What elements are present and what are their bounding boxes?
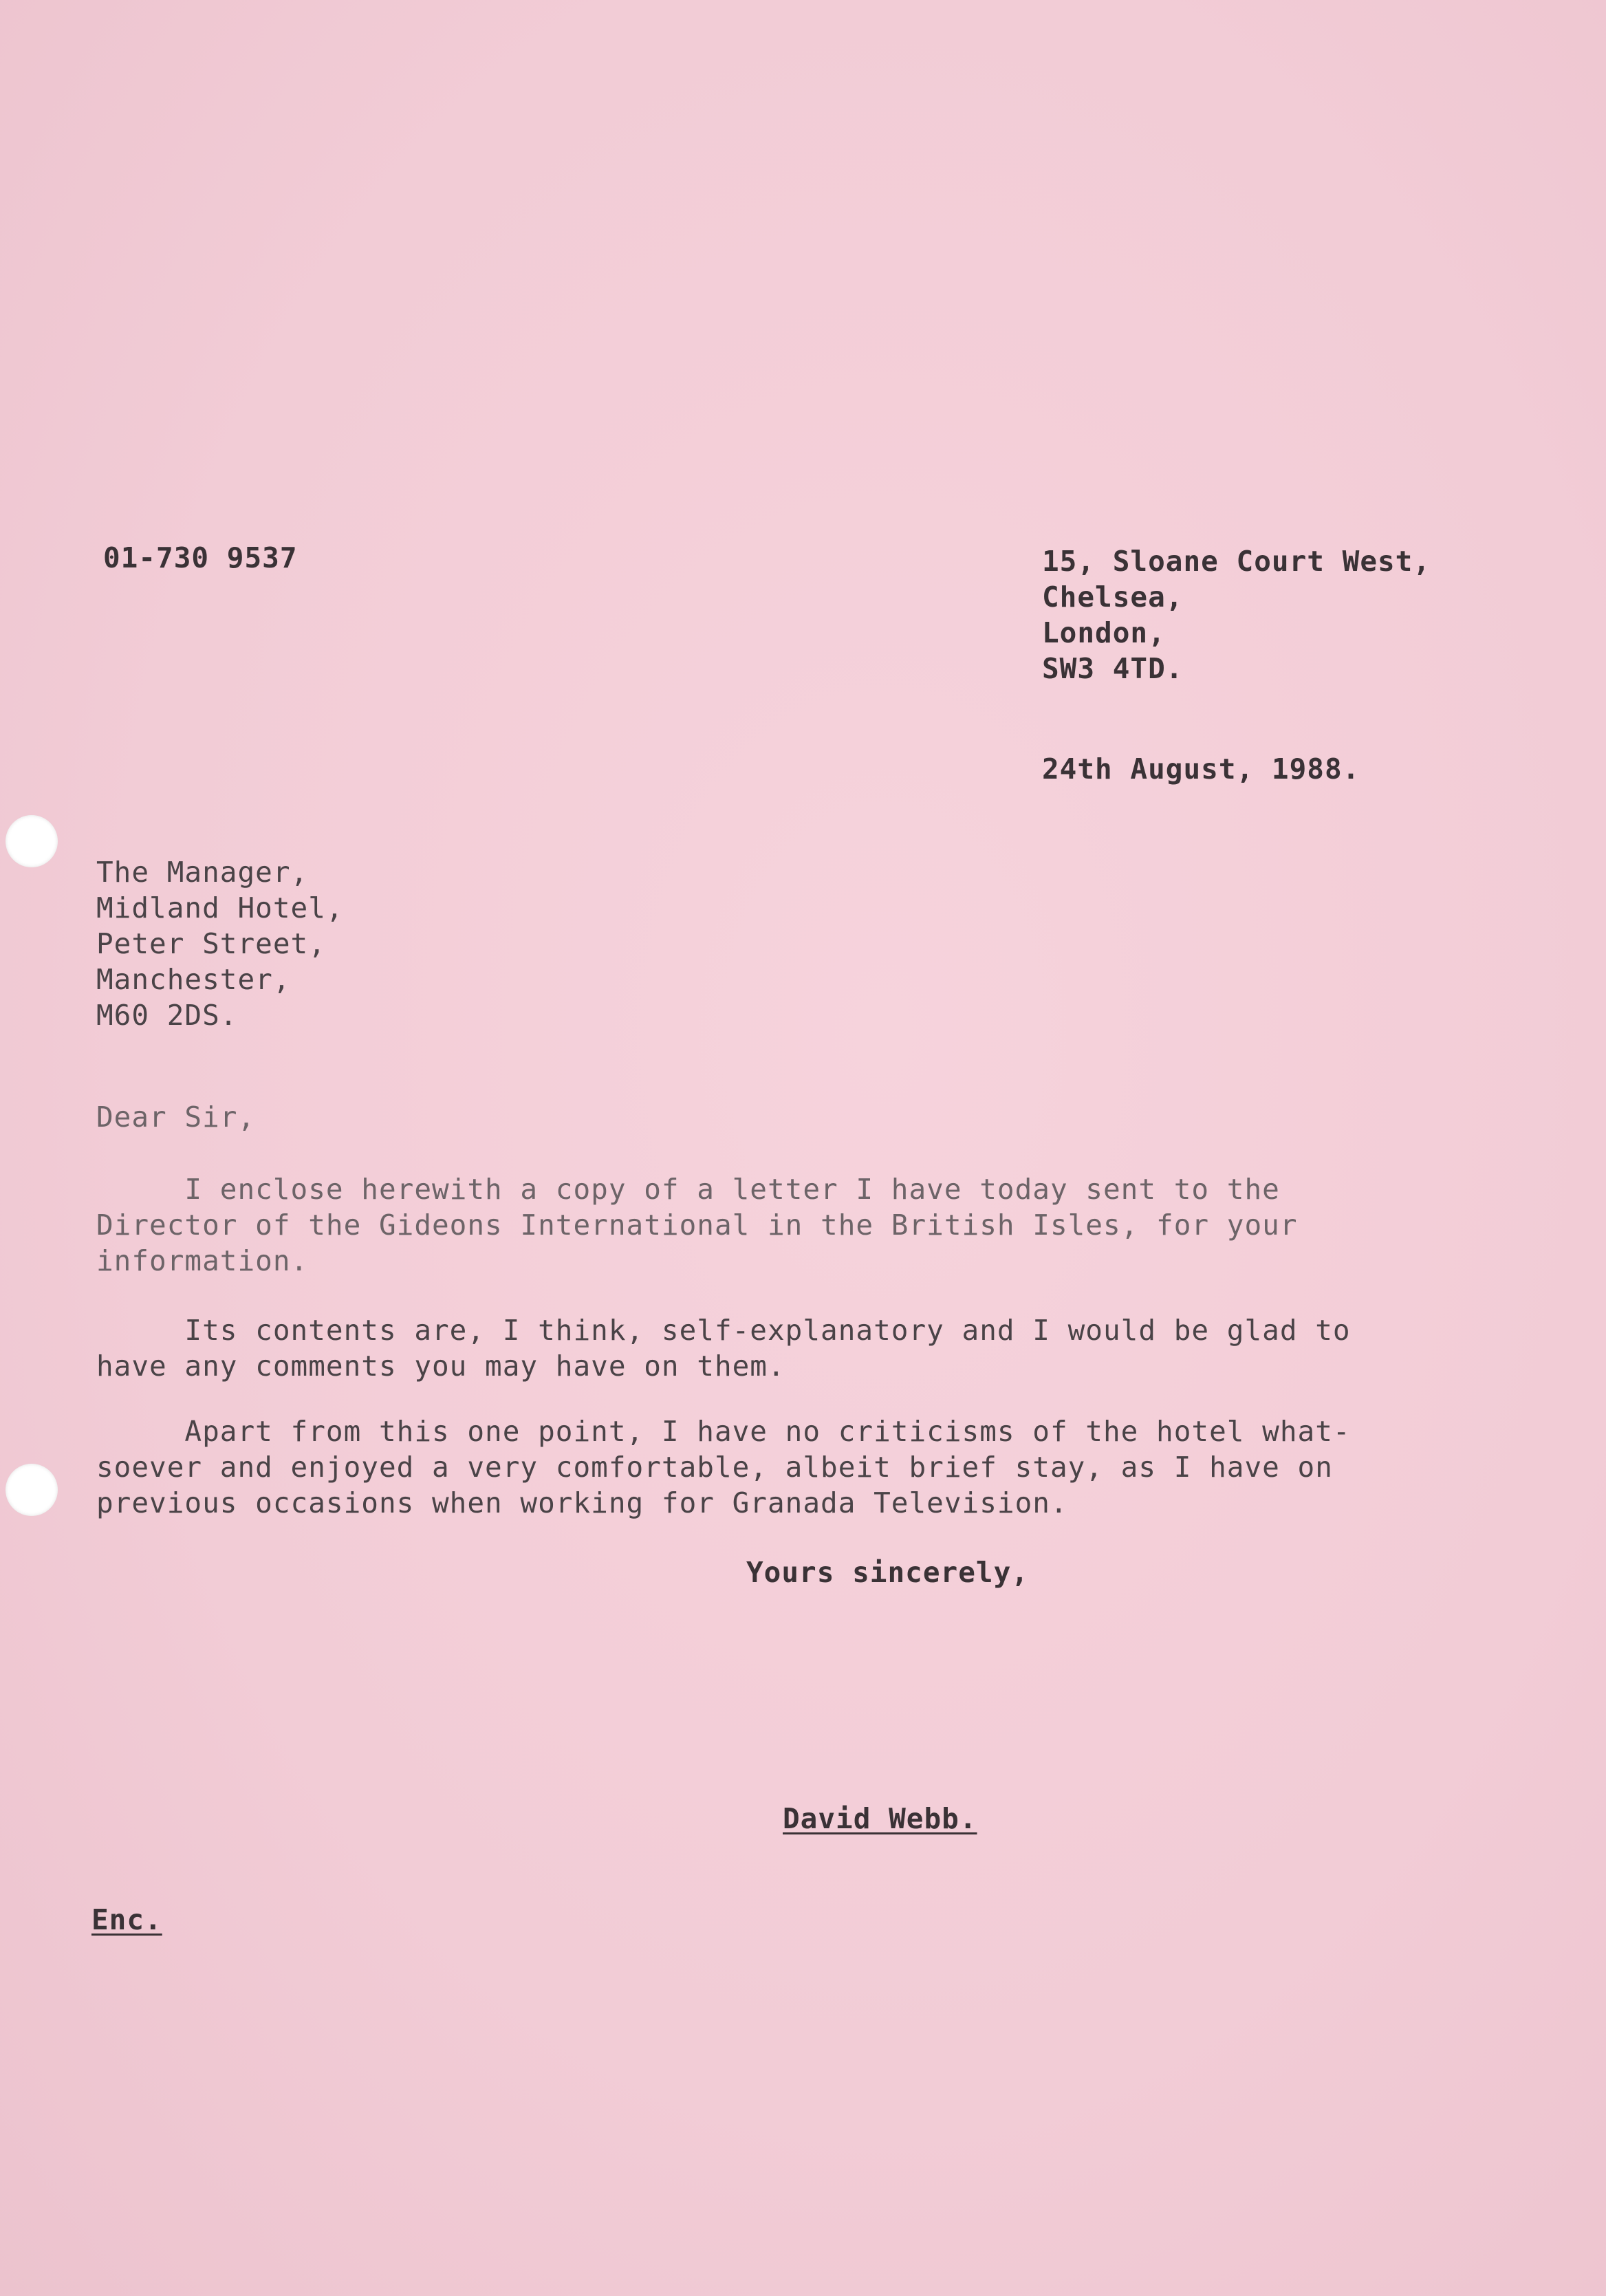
paragraph-line: information.: [96, 1244, 309, 1277]
paragraph-line: Its contents are, I think, self-explanatory and I would be glad to: [96, 1314, 1351, 1347]
recipient-address-line: The Manager,: [96, 856, 309, 889]
enclosure-text: Enc.: [91, 1903, 162, 1936]
signature-text: David Webb.: [783, 1802, 977, 1835]
paragraph-line: have any comments you may have on them.: [96, 1350, 785, 1383]
punch-hole-bottom: [6, 1464, 58, 1516]
paragraph-line: Director of the Gideons International in the British Isles, for your: [96, 1209, 1298, 1242]
recipient-address-line: Manchester,: [96, 963, 291, 996]
sender-address: [1042, 543, 1431, 686]
paragraph-line: soever and enjoyed a very comfortable, albeit brief stay, as I have on: [96, 1451, 1333, 1484]
salutation-text: Dear Sir,: [96, 1101, 256, 1134]
sender-address-line: Chelsea,: [1042, 581, 1184, 614]
recipient-address: [96, 854, 344, 1033]
phone-number: [103, 540, 298, 576]
recipient-address-line: M60 2DS.: [96, 999, 238, 1032]
letter-date: [1042, 751, 1360, 787]
paragraph-line: previous occasions when working for Granada Television.: [96, 1486, 1068, 1519]
body-paragraph-2: [96, 1312, 1351, 1384]
sender-address-line: SW3 4TD.: [1042, 652, 1184, 685]
paragraph-line: Apart from this one point, I have no criticisms of the hotel what-: [96, 1415, 1351, 1448]
recipient-address-line: Midland Hotel,: [96, 891, 344, 924]
letter-date-text: 24th August, 1988.: [1042, 752, 1360, 786]
closing: [746, 1555, 1029, 1590]
sender-address-line: London,: [1042, 616, 1166, 649]
sender-address-line: 15, Sloane Court West,: [1042, 545, 1431, 578]
recipient-address-line: Peter Street,: [96, 927, 326, 960]
closing-text: Yours sincerely,: [746, 1556, 1029, 1589]
signature: [783, 1801, 977, 1837]
paragraph-line: I enclose herewith a copy of a letter I have today sent to the: [96, 1173, 1280, 1206]
enclosure-note: [91, 1902, 162, 1938]
punch-hole-top: [6, 815, 58, 867]
body-paragraph-3: [96, 1414, 1351, 1521]
phone-number-text: 01-730 9537: [103, 541, 298, 574]
body-paragraph-1: [96, 1171, 1298, 1279]
salutation: [96, 1099, 255, 1135]
